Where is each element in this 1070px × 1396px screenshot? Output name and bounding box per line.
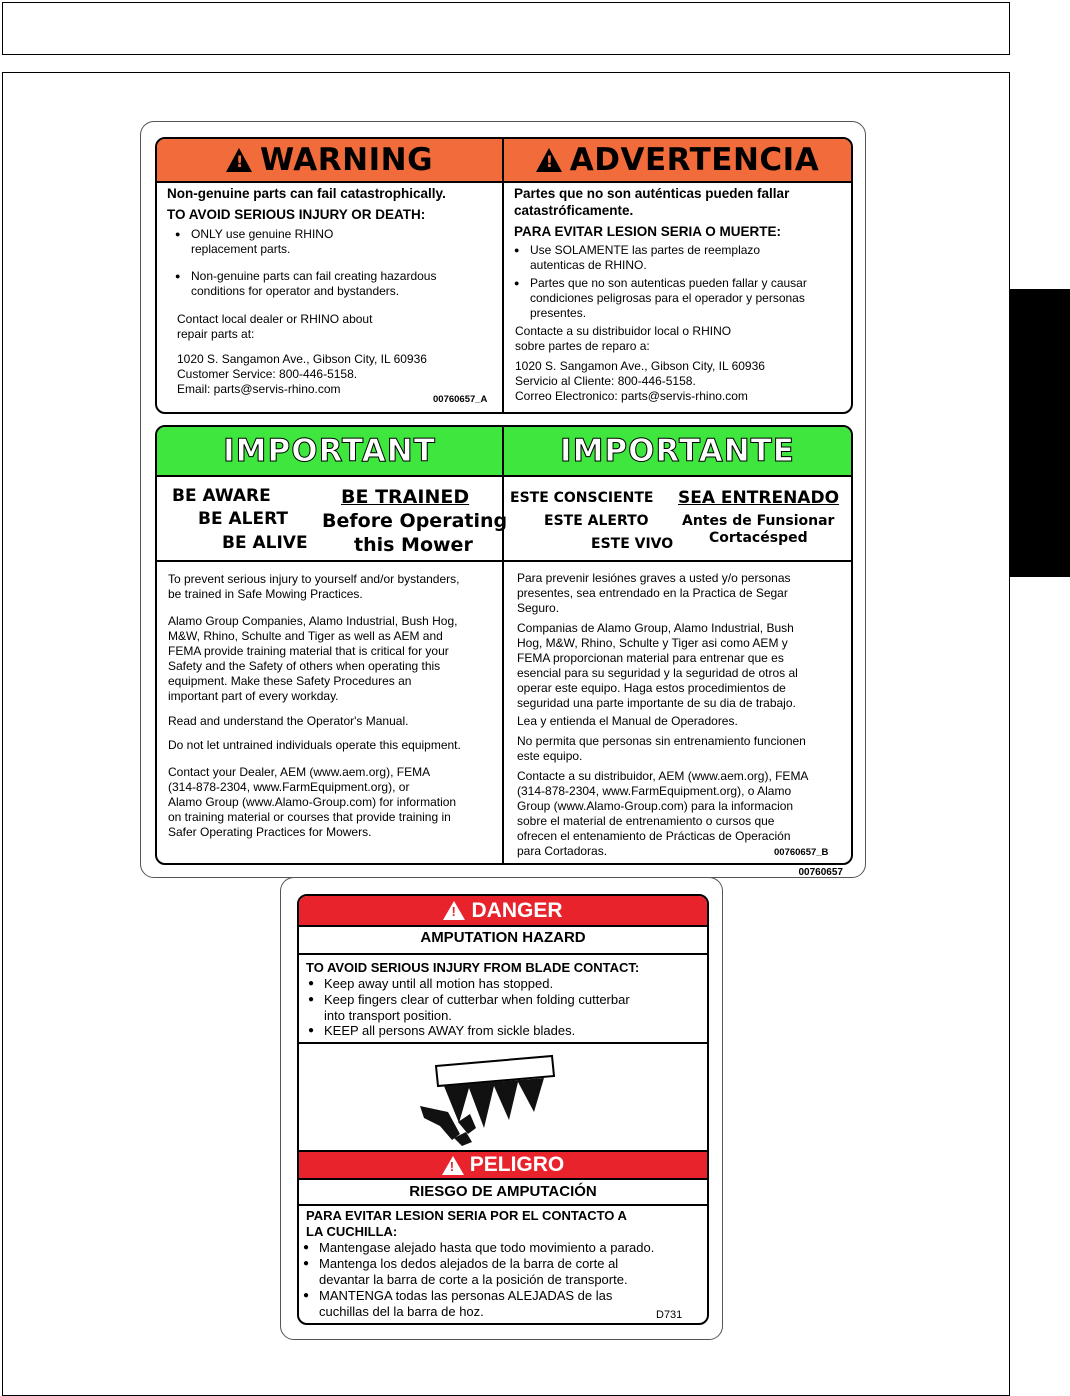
important-panel <box>155 425 853 865</box>
warning-bullet: ● Non-genuine parts can fail creating hazardous conditions for operator and bystanders. <box>173 269 436 299</box>
danger-title: DANGER <box>471 898 563 922</box>
slogan-before: Before Operating <box>322 510 508 532</box>
lema-antes: Antes de Funsionar <box>682 513 835 529</box>
warning-headline: Non-genuine parts can fail catastrophically. <box>167 186 446 201</box>
warning-header-es <box>504 139 851 183</box>
warning-triangle-icon <box>536 148 562 172</box>
part-code: 00760657_A <box>433 394 488 405</box>
warning-panel <box>155 137 853 414</box>
importante-body-p4: No permita que personas sin entrenamiento funcionen este equipo. <box>517 734 806 763</box>
lema-vivo: ESTE VIVO <box>591 536 674 552</box>
important-body-p3: Read and understand the Operator's Manual. <box>168 714 409 728</box>
warning-title: WARNING <box>259 142 434 178</box>
page-header-box <box>2 2 1010 55</box>
warning-header-en <box>157 139 502 183</box>
address-text: 1020 S. Sangamon Ave., Gibson City, IL 60936 Customer Service: 800-446-5158. Email: parts@servis-rhino.com <box>177 352 427 396</box>
slogan-mower: this Mower <box>354 534 473 556</box>
contacte-text: Contacte a su distribuidor local o RHINO sobre partes de reparo a: <box>515 324 732 353</box>
lema-alerto: ESTE ALERTO <box>544 513 649 529</box>
lema-cortacesped: Cortacésped <box>709 530 808 546</box>
peligro-title: PELIGRO <box>469 1153 565 1176</box>
slogan-trained: BE TRAINED <box>341 486 470 508</box>
important-body-p4: Do not let untrained individuals operate this equipment. <box>168 738 461 752</box>
divider <box>299 1204 707 1206</box>
peligro-header <box>299 1152 707 1180</box>
danger-header <box>299 896 707 927</box>
section-side-tab <box>1010 289 1070 577</box>
riesgo-heading: RIESGO DE AMPUTACIÓN <box>409 1183 597 1200</box>
part-code: 00760657_B <box>774 847 829 858</box>
important-header-en <box>157 427 502 477</box>
decal-code: 00760657 <box>798 867 843 878</box>
advertencia-bullet: ● Use SOLAMENTE las partes de reemplazo autenticas de RHINO. <box>512 243 760 273</box>
blade-hand-pictogram-icon <box>414 1048 564 1148</box>
direccion-text: 1020 S. Sangamon Ave., Gibson City, IL 60936 Servicio al Cliente: 800-446-5158. Correo Electronico: parts@servis-rhino.com <box>515 359 765 403</box>
important-body-p5: Contact your Dealer, AEM (www.aem.org), FEMA (314-878-2304, www.FarmEquipment.org), or Alamo Group (www.Alamo-Group.com) for information on training material or courses that provide training in Safer Operating Practices for Mowers. <box>168 765 457 839</box>
advertencia-headline: Partes que no son auténticas pueden fallar catastróficamente. <box>514 186 790 218</box>
important-body-p2: Alamo Group Companies, Alamo Industrial, Bush Hog, M&W, Rhino, Schulte and Tiger as well as AEM and FEMA provide training material that is critical for your Safety and the Safety of others when operating this equipment. Make these Safety Procedures an important part of every workday. <box>168 614 458 703</box>
slogan-alive: BE ALIVE <box>222 533 308 553</box>
divider <box>157 560 851 562</box>
warning-triangle-icon <box>443 901 465 920</box>
important-title: IMPORTANT <box>223 433 436 469</box>
warning-triangle-icon <box>226 148 252 172</box>
peligro-bullet: ● Mantengase alejado hasta que todo movimiento a parado. <box>301 1240 654 1256</box>
amputation-hazard-heading: AMPUTATION HAZARD <box>420 929 586 946</box>
divider <box>502 139 504 412</box>
divider <box>299 953 707 955</box>
advertencia-bullet: ● Partes que no son autenticas pueden fallar y causar condiciones peligrosas para el operador y personas presentes. <box>512 276 807 321</box>
contact-text: Contact local dealer or RHINO about repair parts at: <box>177 312 373 341</box>
slogan-alert: BE ALERT <box>198 509 289 529</box>
importante-body-p1: Para prevenir lesiónes graves a usted y/o personas presentes, sea entrendado en la Practica de Segar Seguro. <box>517 571 791 615</box>
peligro-bullet: ● MANTENGA todas las personas ALEJADAS de las cuchillas del la barra de hoz. <box>301 1288 612 1320</box>
slogan-aware: BE AWARE <box>172 486 271 506</box>
importante-body-p2: Companias de Alamo Group, Alamo Industrial, Bush Hog, M&W, Rhino, Schulte y Tiger asi como AEM y FEMA proporcionan material para entrenar que es esencial para su seguridad y la seguridad de otros al operar este equipo. Haga estos procedimientos de seguridad una parte importante de su dia de trabajo. <box>517 621 798 710</box>
advertencia-title: ADVERTENCIA <box>569 142 820 178</box>
important-header-es <box>504 427 851 477</box>
danger-bullet: ● KEEP all persons AWAY from sickle blades. <box>306 1023 575 1039</box>
peligro-evitar-text: PARA EVITAR LESION SERIA POR EL CONTACTO A LA CUCHILLA: <box>306 1208 627 1239</box>
danger-panel <box>297 894 709 1325</box>
warning-triangle-icon <box>442 1156 464 1175</box>
importante-title: IMPORTANTE <box>560 433 795 469</box>
divider <box>502 427 504 863</box>
part-code: D731 <box>656 1309 683 1321</box>
divider <box>299 1042 707 1044</box>
danger-bullet: ● Keep away until all motion has stopped. <box>306 976 553 992</box>
warning-bullet: ● ONLY use genuine RHINO replacement parts. <box>173 227 333 257</box>
lema-entrenado: SEA ENTRENADO <box>678 488 840 508</box>
peligro-bullet: ● Mantenga los dedos alejados de la barra de corte al devantar la barra de corte a la posición de transporte. <box>301 1256 628 1288</box>
warning-sub: TO AVOID SERIOUS INJURY OR DEATH: <box>167 207 426 222</box>
lema-consciente: ESTE CONSCIENTE <box>510 490 654 506</box>
important-body-p1: To prevent serious injury to yourself and/or bystanders, be trained in Safe Mowing Practices. <box>168 572 460 601</box>
importante-body-p3: Lea y entienda el Manual de Operadores. <box>517 714 738 728</box>
importante-body-p5: Contacte a su distribuidor, AEM (www.aem.org), FEMA (314-878-2304, www.FarmEquipment.org), o Alamo Group (www.Alamo-Group.com) para la informacion sobre el material de entrenamiento o cursos que ofrecen el entenamiento de Prácticas de Operación para Cortadoras. <box>517 769 809 858</box>
danger-avoid-text: TO AVOID SERIOUS INJURY FROM BLADE CONTACT: <box>306 960 640 975</box>
danger-bullet: ● Keep fingers clear of cutterbar when folding cutterbar into transport position. <box>306 992 630 1024</box>
advertencia-sub: PARA EVITAR LESION SERIA O MUERTE: <box>514 224 782 239</box>
